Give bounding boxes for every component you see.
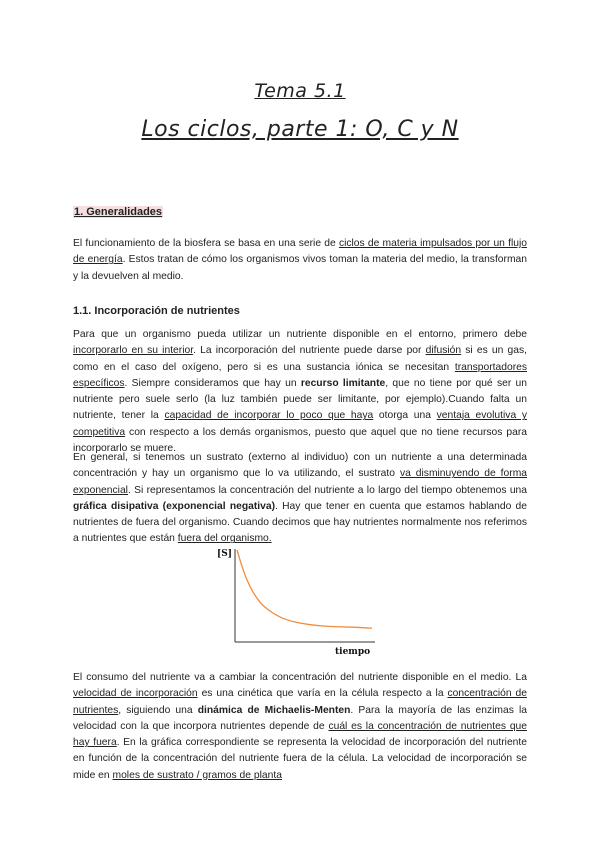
paragraph-incorporacion-3: El consumo del nutriente va a cambiar la concentración del nutriente disponible en el medio. La velocidad de incorporación es una cinética que varía en la célula respecto a la concentración de nutrientes, siguiendo una dinámica de Michaelis-Menten. Para la mayoría de las enzimas la velocidad con la que incorpora nutrientes depende de cuál es la concentración de nutrientes que hay fuera. En la gráfica correspondiente se representa la velocidad de incorporación del nutriente en función de la concentración del nutriente fuera de la célula. La velocidad de incorporación se mide en moles de sustrato / gramos de planta — [73, 672, 528, 781]
series-line-s — [237, 550, 372, 628]
section-heading-incorporacion: 1.1. Incorporación de nutrientes — [73, 305, 240, 317]
chart-xlabel: tiempo — [335, 647, 371, 657]
subtitle: Los ciclos, parte 1: O, C y N — [141, 117, 459, 142]
title: Tema 5.1 — [254, 80, 346, 102]
paragraph-incorporacion-2: En general, si tenemos un sustrato (externo al individuo) con un nutriente a una determinada concentración y hay un organismo que lo va utilizando, el sustrato va disminuyendo de forma exponencial. Si representamos la concentración del nutriente a lo largo del tiempo obtenemos una gráfica disipativa (exponencial negativa). Hay que tener en cuenta que estamos hablando de nutrientes de fuera del organismo. Cuando decimos que hay nutrientes normalmente nos referimos a nutrientes que están fuera del organismo. — [73, 452, 527, 545]
chart-ylabel: [S] — [217, 549, 233, 559]
concentration-chart — [217, 544, 382, 659]
paragraph-generalidades: El funcionamiento de la biosfera se basa en una serie de ciclos de materia impulsados por un flujo de energía. Estos tratan de cómo los organismos vivos toman la materia del medio, la transforman y la devuelven al medio. — [73, 238, 527, 282]
paragraph-incorporacion-1: Para que un organismo pueda utilizar un nutriente disponible en el entorno, primero debe incorporarlo en su interior. La incorporación del nutriente puede darse por difusión si es un gas, como en el caso del oxígeno, pero si es una sustancia iónica se necesitan transportadores específicos. Siempre consideramos que hay un recurso limitante, que no tiene por qué ser un nutriente pero suele serlo (la luz también puede ser limitante, por ejemplo).Cuando falta un nutriente, tener la capacidad de incorporar lo poco que haya otorga una ventaja evolutiva y competitiva con respecto a los demás organismos, puesto que aquel que no tiene recursos para incorporarlo se muere. — [73, 329, 528, 455]
section-heading-generalidades: 1. Generalidades — [74, 206, 163, 218]
